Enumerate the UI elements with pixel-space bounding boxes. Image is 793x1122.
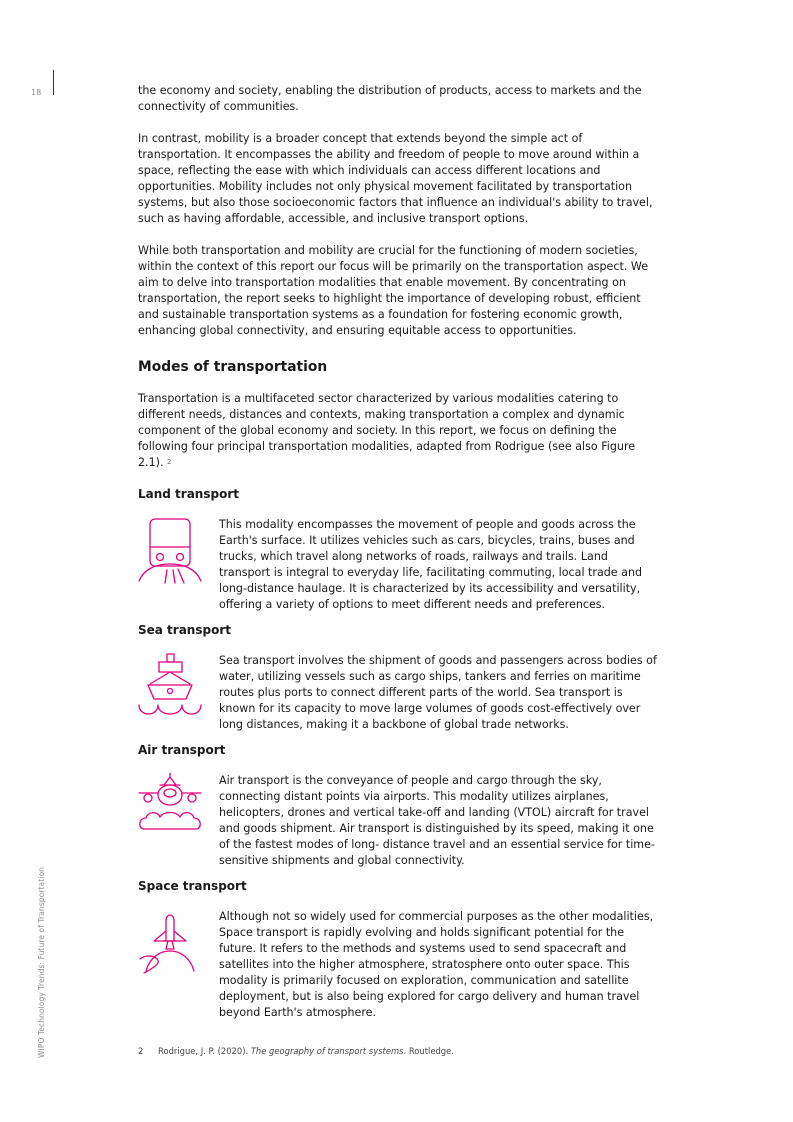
footnote-number: 2 (138, 1046, 144, 1056)
space-shuttle-icon (138, 909, 219, 1021)
air-transport-description: Air transport is the conveyance of people and cargo through the sky, connecting distant points via airports. This modality utilizes airplanes, helicopters, drones and vertical take-off and landing (VTOL) aircraft for travel and goods shipment. Air transport is distinguished by its speed, making it one of the fastest modes of long- distance travel and an essential service for time-sensitive shipments and global connectivity. (219, 774, 655, 867)
footnote-authors: Rodrigue, J. P. (2020). (158, 1046, 249, 1056)
main-content (138, 83, 660, 1021)
land-transport-description: This modality encompasses the movement of people and goods across the Earth's surface. It utilizes vehicles such as cars, bicycles, trains, buses and trucks, which travel along networks of roads, railways and trails. Land transport is integral to everyday life, facilitating commuting, local trade and long-distance haulage. It is characterized by its accessibility and versatility, offering a variety of options to meet different needs and preferences. (219, 518, 643, 611)
footnote-publisher: . Routledge. (403, 1046, 454, 1056)
footnote (138, 1046, 454, 1056)
air-transport-block (138, 773, 660, 869)
footnote-reference: 2 (167, 458, 172, 466)
paragraph: In contrast, mobility is a broader concept that extends beyond the simple act of transportation. It encompasses the ability and freedom of people to move around within a space, reflecting the ease with which individuals can access different locations and opportunities. Mobility includes not only physical movement facilitated by transportation systems, but also those socioeconomic factors that influence an individual's ability to travel, such as having affordable, accessible, and inclusive transport options. (138, 132, 653, 225)
section-heading: Modes of transportation (138, 359, 328, 375)
space-transport-description: Although not so widely used for commercial purposes as the other modalities, Space transport is rapidly evolving and holds significant potential for the future. It refers to the methods and systems used to send spacecraft and satellites into the higher atmosphere, stratosphere onto outer space. This modality is primarily focused on exploration, communication and satellite deployment, but is also being explored for cargo delivery and human travel beyond Earth's atmosphere. (219, 910, 654, 1019)
page-number: 18 (31, 88, 42, 97)
section-intro-text: Transportation is a multifaceted sector characterized by various modalities catering to different needs, distances and contexts, making transportation a complex and dynamic component of the global economy and society. In this report, we focus on defining the following four principal transportation modalities, adapted from Rodrigue (see also Figure 2.1). (138, 392, 636, 469)
space-transport-block (138, 909, 660, 1021)
land-transport-block (138, 517, 660, 613)
paragraph: While both transportation and mobility are crucial for the functioning of modern societies, within the context of this report our focus will be primarily on the transportation aspect. We aim to delve into transportation modalities that enable movement. By concentrating on transportation, the report seeks to highlight the importance of developing robust, efficient and sustainable transportation systems as a foundation for fostering economic growth, enhancing global connectivity, and ensuring equitable access to opportunities. (138, 244, 649, 337)
train-icon (138, 517, 219, 613)
space-transport-heading: Space transport (138, 879, 247, 893)
section-intro (138, 391, 660, 471)
land-transport-heading: Land transport (138, 487, 239, 501)
running-title: WIPO Technology Trends: Future of Transportation (37, 866, 46, 1058)
paragraph: the economy and society, enabling the distribution of products, access to markets and the connectivity of communities. (138, 84, 642, 113)
sea-transport-block (138, 653, 660, 733)
sea-transport-description: Sea transport involves the shipment of goods and passengers across bodies of water, utilizing vessels such as cargo ships, tankers and ferries on maritime routes plus ports to connect different parts of the world. Sea transport is known for its capacity to move large volumes of goods cost-effectively over long distances, making it a backbone of global trade networks. (219, 654, 657, 731)
airplane-icon (138, 773, 219, 869)
page-number-divider (53, 70, 54, 95)
ship-icon (138, 653, 219, 733)
air-transport-heading: Air transport (138, 743, 226, 757)
sea-transport-heading: Sea transport (138, 623, 231, 637)
footnote-title: The geography of transport systems (250, 1046, 404, 1056)
